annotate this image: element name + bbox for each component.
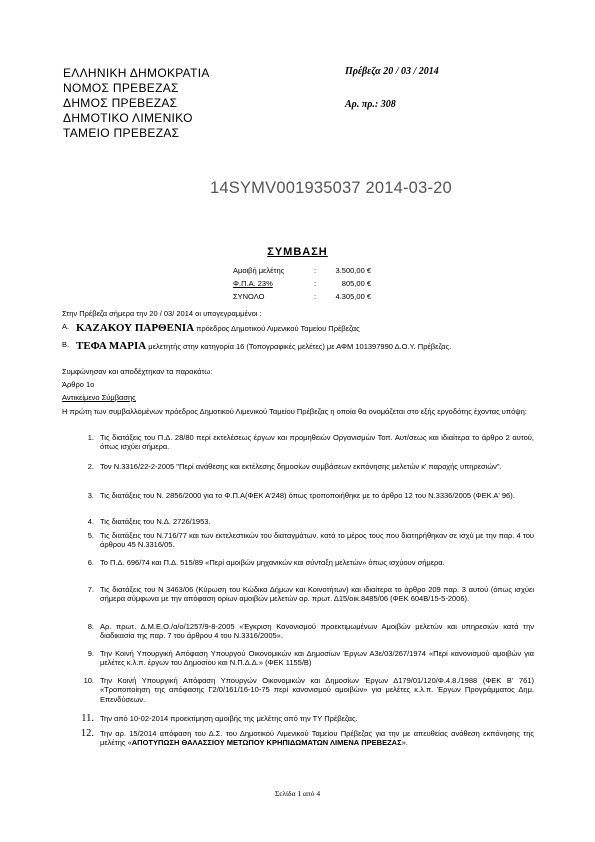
party-role: πρόεδρος Δημοτικού Λιμενικού Ταμείου Πρέβεζας <box>194 324 360 333</box>
authority-line: ΕΛΛΗΝΙΚΗ ΔΗΜΟΚΡΑΤΙΑ <box>63 66 210 80</box>
list-text: Τις διατάξεις του Ν.716/77 και των εκτελεστικών του διαταγμάτων. κατά το μέρος τους που διατηρήθηκαν σε ισχύ με την παρ. 4 του άρθρου 45 Ν.3316/05. <box>100 531 534 550</box>
party-role: μελετητής στην κατηγορία 16 (Τοπογραφικές μελέτες) με ΑΦΜ 101397990 Δ.Ο.Υ. Πρέβεζας. <box>146 342 452 351</box>
amount-colon: : <box>314 292 317 301</box>
list-number: 2. <box>87 462 94 471</box>
list-text: Την Κοινή Υπουργική Απόφαση Υπουργού Οικονομικών και Δημοσίων Έργων Α3ε/03/267/1974 «Περί κανονισμού αμοιβών για μελέτες κ.λ.π. έργων του Δημοσίου και Ν.Π.Δ.Δ.» (ΦΕΚ 1155/Β) <box>100 649 534 668</box>
list-text: Τις διατάξεις του Ν. 2856/2000 για το Φ.Π.Α(ΦΕΚ Α'248) όπως τροποποιήθηκε με το άρθρο 12 του Ν.3336/2005 (ΦΕΚ Α' 96). <box>100 491 515 500</box>
list-text: Τον Ν.3316/22-2-2005 "Περί ανάθεσης και εκτέλεσης δημοσίων συμβάσεων εκπόνησης μελετών κ' παροχής υπηρεσιών". <box>100 462 502 471</box>
amount-label: ΣΥΝΟΛΟ <box>233 292 265 301</box>
list-number: 11. <box>81 713 94 724</box>
list-text: Τις διατάξεις του Ν 3463/06 (Κύρωση του Κώδικα Δήμων και Κοινοτήτων) και ιδιαίτερα το άρθρο 209 παρ. 3 αυτού (όπως ισχύει σήμερα σύμφωνα με την απόφαση ορίων αμοιβών μελετών αρ. πρωτ. Δ15/οικ.8485/06 (ΦΕΚ 604Β/15-5-2006). <box>100 585 534 604</box>
amount-colon: : <box>314 266 317 275</box>
protocol-number: Αρ. πρ.: 308 <box>345 99 396 110</box>
party-name: ΤΕΦΑ ΜΑΡΙΑ <box>76 340 147 352</box>
considerations-list <box>80 433 534 773</box>
authority-line: ΔΗΜΟΣ ΠΡΕΒΕΖΑΣ <box>63 96 178 110</box>
amount-label: Αμοιβή μελέτης <box>233 266 285 275</box>
list-number: 6. <box>87 558 94 567</box>
list-number: 8. <box>87 622 94 631</box>
list-number: 10. <box>83 676 94 685</box>
authority-line: ΝΟΜΟΣ ΠΡΕΒΕΖΑΣ <box>63 81 179 95</box>
authority-header <box>63 66 210 141</box>
amount-label: Φ.Π.Α. 23% <box>233 279 273 288</box>
list-text: Το Π.Δ. 696/74 και Π.Δ. 515/89 «Περί αμοιβών μηχανικών και σύνταξη μελετών» όπως ισχύουν σήμερα. <box>100 558 445 567</box>
party-letter: Α. <box>62 322 70 331</box>
authority-line: ΔΗΜΟΤΙΚΟ ΛΙΜΕΝΙΚΟ <box>63 111 193 125</box>
party-b <box>62 340 534 354</box>
registry-stamp: 14SYMV001935037 2014-03-20 <box>210 179 452 197</box>
list-number: 4. <box>87 517 94 526</box>
party-a <box>62 322 534 336</box>
intro-text: Στην Πρέβεζα σήμερα την 20 / 03/ 2014 οι υπογεγραμμένοι : <box>62 309 262 318</box>
list-number: 3. <box>87 491 94 500</box>
list-number: 1. <box>87 433 94 442</box>
study-title: ΑΠΟΤΥΠΩΣΗ ΘΑΛΑΣΣΙΟΥ ΜΕΤΩΠΟΥ ΚΡΗΠΙΔΩΜΑΤΩΝ ΛΙΜΕΝΑ ΠΡΕΒΕΖΑΣ <box>131 738 402 748</box>
agreed-text: Συμφώνησαν και αποδέχτηκαν τα παρακάτω: <box>62 367 213 376</box>
article-subject: Αντικείμενο Σύμβασης <box>62 393 136 402</box>
document-title: ΣΥΜΒΑΣΗ <box>267 246 328 258</box>
list-number: 9. <box>87 649 94 658</box>
list-number: 5. <box>87 531 94 540</box>
preamble-text <box>62 407 534 416</box>
party-name: ΚΑΖΑΚΟΥ ΠΑΡΘΕΝΙΑ <box>76 322 195 334</box>
list-number: 12. <box>80 728 94 739</box>
party-letter: Β. <box>62 340 70 349</box>
amount-value: 805,00 € <box>341 279 371 288</box>
amount-value: 4.305,00 € <box>335 292 371 301</box>
list-text: Την Κοινή Υπουργική Απόφαση Υπουργών Οικονομικών και Δημοσίων Έργων Δ179/01/120/Φ.4.8./1988 (ΦΕΚ Β' 761) «Τροποποίηση της απόφασης Γ2/0/161/16-10-75 περί κανονισμού αμοιβών» για μελέτες κ.λ.π. Έργων Προγράμματος Δημ. Επενδύσεων. <box>100 676 534 704</box>
article-heading: Άρθρο 1ο <box>62 380 95 389</box>
amount-colon: : <box>314 279 317 288</box>
amount-value: 3.500,00 € <box>335 266 371 275</box>
list-text <box>100 729 534 748</box>
list-text: Αρ. πρωτ. Δ.Μ.Ε.Ο./α/ο/1257/9-8-2005 «Έγκριση Κανονισμού προεκτιμωμένων Αμοιβών μελετών και υπηρεσιών κατά την διαδικασία της παρ. 7 του άρθρου 4 του Ν.3316/2005». <box>100 622 534 641</box>
list-text: Τις διατάξεις του Π.Δ. 28/80 περί εκτελέσεως έργων και προμηθειών Οργανισμών Τοπ. Αυτ/σεως και ιδιαίτερα το άρθρο 2 αυτού, όπως ισχύει σήμερα. <box>100 433 534 452</box>
place-date: Πρέβεζα 20 / 03 / 2014 <box>345 66 439 77</box>
preamble-paragraph: Η πρώτη των συμβαλλομένων πρόεδρος Δημοτικού Λιμενικού Ταμείου Πρέβεζας η οποία θα ονομάζεται στο εξής εργοδότης έχοντας υπόψη: <box>62 407 527 416</box>
list-text: Τις διατάξεις του Ν.Δ. 2726/1953. <box>100 517 211 526</box>
page-footer: Σελίδα 1 από 4 <box>274 789 321 798</box>
list-text: Την από 10-02-2014 προεκτίμηση αμοιβής της μελέτης από την ΤΥ Πρέβεζας. <box>100 714 358 723</box>
authority-line: ΤΑΜΕΙΟ ΠΡΕΒΕΖΑΣ <box>63 126 180 140</box>
list-number: 7. <box>87 585 94 594</box>
amounts-table <box>0 266 595 306</box>
list-text-part: ». <box>401 738 408 748</box>
list-text-part: Την αρ. 15/2014 απόφαση του Δ.Σ. του Δημοτικού Λιμενικού Ταμείου Πρέβεζας για την με απευθείας ανάθεση εκπόνησης της μελέτης « <box>100 729 534 748</box>
